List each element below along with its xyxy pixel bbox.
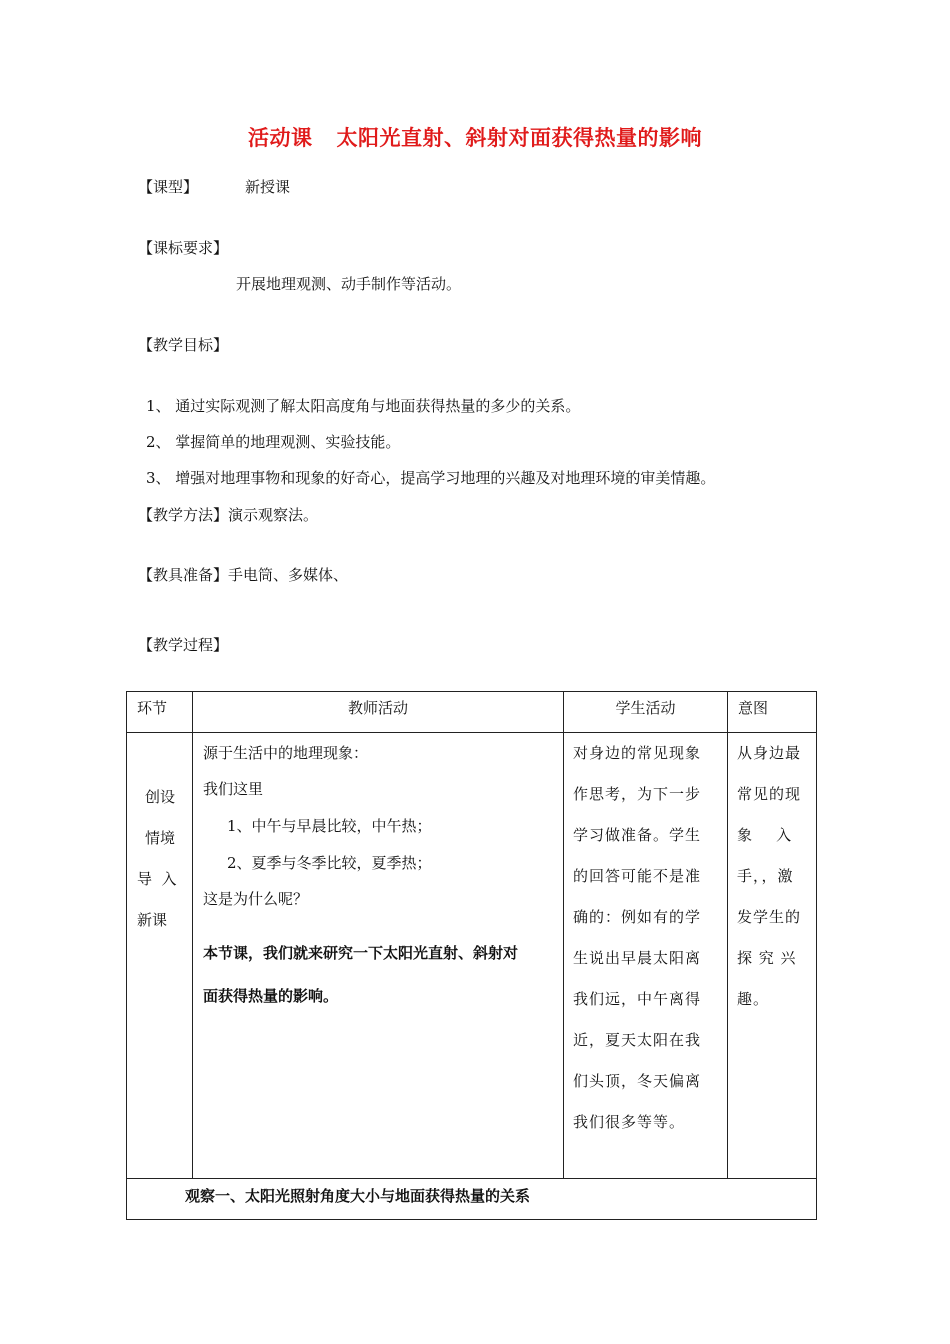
intent-line-2: 常见的现 [737,785,802,803]
student-line-1: 对身边的常见现象 [573,744,702,762]
teacher-line-2: 我们这里 [203,780,264,798]
header-stage: 环节 [127,692,193,733]
intent-line-5: 发学生的 [737,908,802,926]
standard-label: 【课标要求】 [138,239,229,257]
student-line-4: 的回答可能不是准 [573,867,702,885]
table-row-observation [127,1179,817,1220]
intent-line-4: 手，，激 [737,867,794,885]
course-type-label: 【课型】 [138,178,199,196]
student-line-5: 确的：例如有的学 [573,908,702,926]
teacher-line-4: 2、夏季与冬季比较，夏季热； [227,854,432,872]
intent-line-1: 从身边最 [737,744,802,762]
student-line-8: 近，夏天太阳在我 [573,1031,702,1049]
stage-line-1: 创设 [145,788,176,806]
teacher-line-1: 源于生活中的地理现象： [203,744,369,762]
course-type-value: 新授课 [245,178,291,196]
student-line-10: 我们很多等等。 [573,1113,686,1131]
intent-line-7: 趣。 [737,990,770,1008]
teacher-cell [193,733,564,1179]
student-line-3: 学习做准备。学生 [573,826,702,844]
goal-item-1: 1、 通过实际观测了解太阳高度角与地面获得热量的多少的关系。 [146,397,581,415]
stage-line-2: 情境 [145,829,176,847]
stage-line-4: 新课 [137,911,168,929]
goal-item-2: 2、 掌握简单的地理观测、实验技能。 [146,433,401,451]
intent-line-3: 象 入 [737,826,793,844]
title-part-1: 活动课 [248,125,313,150]
teacher-bold-line-1: 本节课，我们就来研究一下太阳光直射、斜射对 [203,944,519,962]
observation-title: 观察一、太阳光照射角度大小与地面获得热量的关系 [127,1179,817,1220]
intent-cell [728,733,817,1179]
teacher-line-5: 这是为什么呢？ [203,890,309,908]
student-cell [564,733,728,1179]
table-header-row [127,692,817,733]
standard-text: 开展地理观测、动手制作等活动。 [236,275,462,293]
process-table [126,691,817,1220]
stage-line-3: 导 入 [137,870,177,888]
stage-cell [127,733,193,1179]
process-label: 【教学过程】 [138,636,229,654]
header-intent: 意图 [728,692,817,733]
student-line-2: 作思考，为下一步 [573,785,702,803]
document-title [0,122,950,152]
header-teacher: 教师活动 [193,692,564,733]
teacher-bold-line-2: 面获得热量的影响。 [203,987,339,1005]
student-line-9: 们头顶，冬天偏离 [573,1072,702,1090]
goal-item-3: 3、 增强对地理事物和现象的好奇心，提高学习地理的兴趣及对地理环境的审美情趣。 [146,469,716,487]
student-line-7: 我们远，中午离得 [573,990,702,1008]
teacher-line-3: 1、中午与早晨比较，中午热； [227,817,432,835]
student-line-6: 生说出早晨太阳离 [573,949,702,967]
table-row-intro [127,733,817,1179]
goals-label: 【教学目标】 [138,336,229,354]
intent-line-6: 探 究 兴 [737,949,797,967]
tools-line: 【教具准备】手电筒、多媒体、 [138,566,349,584]
header-student: 学生活动 [564,692,728,733]
title-part-2: 太阳光直射、斜射对面获得热量的影响 [336,125,702,150]
method-line: 【教学方法】演示观察法。 [138,506,319,524]
